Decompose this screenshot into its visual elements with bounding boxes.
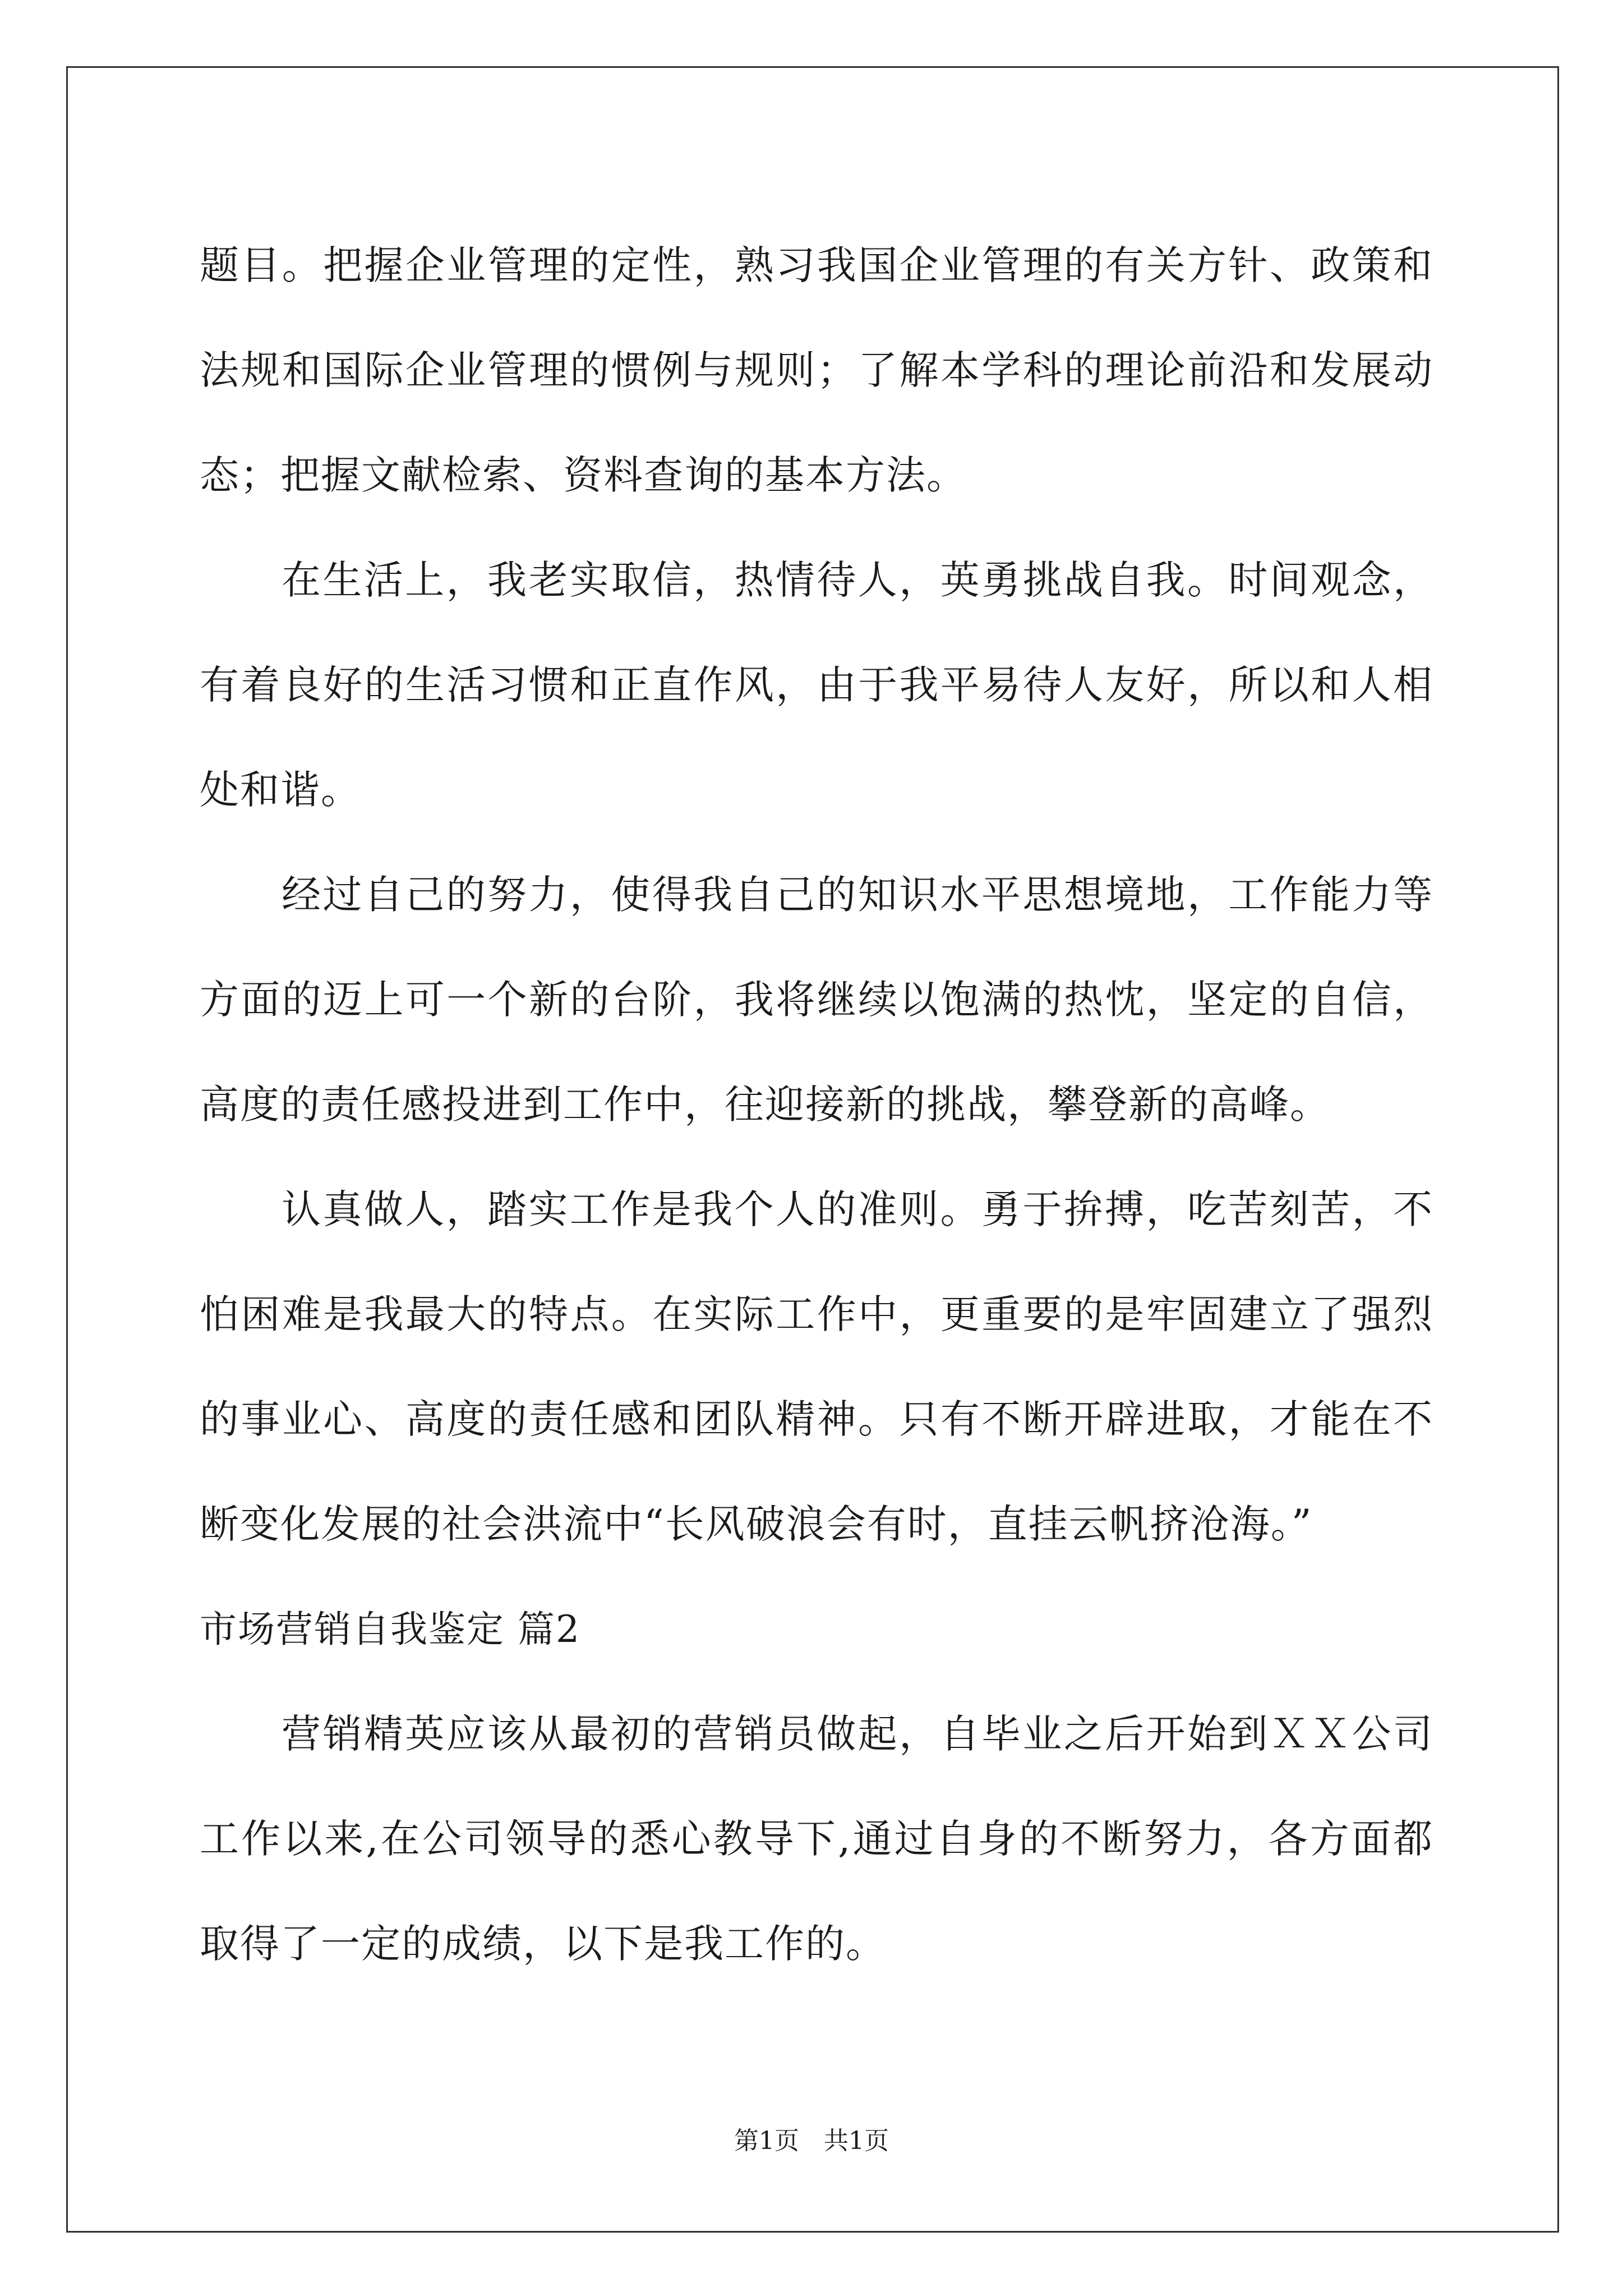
document-body bbox=[200, 213, 1433, 1996]
paragraph-3: 经过自己的努力，使得我自己的知识水平思想境地，工作能力等方面的迈上可一个新的台阶，我将继续以饱满的热忱，坚定的自信，高度的责任感投进到工作中，往迎接新的挑战，攀登新的高峰。 bbox=[200, 872, 1433, 1128]
paragraph-4: 认真做人，踏实工作是我个人的准则。勇于拚搏，吃苦刻苦，不怕困难是我最大的特点。在实际工作中，更重要的是牢固建立了强烈的事业心、高度的责任感和团队精神。只有不断开辟进取，才能在不断变化发展的社会洪流中“长风破浪会有时，直挂云帆挤沧海。” bbox=[200, 1186, 1433, 1547]
page-footer: 第1页 共1页 bbox=[734, 2127, 889, 2155]
section-heading: 市场营销自我鉴定 篇2 bbox=[200, 1608, 580, 1651]
paragraph-1: 题目。把握企业管理的定性，熟习我国企业管理的有关方针、政策和法规和国际企业管理的惯例与规则；了解本学科的理论前沿和发展动态；把握文献检索、资料查询的基本方法。 bbox=[200, 242, 1433, 498]
paragraph-2: 在生活上，我老实取信，热情待人，英勇挑战自我。时间观念，有着良好的生活习惯和正直作风，由于我平易待人友好，所以和人相处和谐。 bbox=[200, 557, 1433, 813]
paragraph-5: 营销精英应该从最初的营销员做起，自毕业之后开始到ＸＸ公司工作以来,在公司领导的悉心教导下,通过自身的不断努力，各方面都取得了一定的成绩，以下是我工作的。 bbox=[200, 1711, 1433, 1967]
